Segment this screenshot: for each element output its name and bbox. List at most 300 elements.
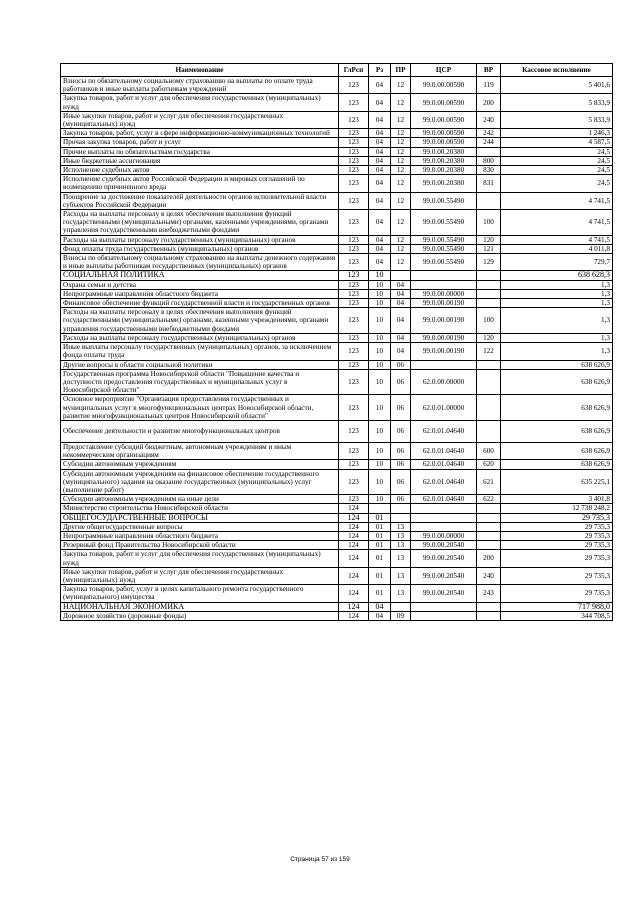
cell-name: Иные закупки товаров, работ и услуг для обеспечения государственных (муниципальных) нужд — [61, 567, 339, 584]
table-row — [61, 550, 613, 567]
cell-grs: 123 — [339, 333, 369, 342]
cell-grs: 124 — [339, 550, 369, 567]
cell-rz: 04 — [369, 129, 391, 138]
cell-pr: 13 — [391, 541, 411, 550]
cell-sum: 24,5 — [501, 147, 613, 156]
cell-sum: 1,3 — [501, 289, 613, 298]
cell-sum: 12 738 248,2 — [501, 504, 613, 513]
cell-grs: 123 — [339, 94, 369, 111]
cell-vr — [477, 602, 501, 611]
cell-name: Субсидии автономным учреждениям — [61, 460, 339, 469]
cell-name: Закупка товаров, работ и услуг для обеспечения государственных (муниципальных) нужд — [61, 550, 339, 567]
cell-sum: 29 735,3 — [501, 541, 613, 550]
cell-rz: 01 — [369, 531, 391, 540]
cell-rz: 10 — [369, 442, 391, 459]
cell-grs: 124 — [339, 611, 369, 620]
table-row — [61, 235, 613, 244]
cell-pr: 12 — [391, 147, 411, 156]
header-csr: ЦСР — [411, 64, 477, 77]
cell-csr — [411, 360, 477, 369]
table-row — [61, 166, 613, 175]
cell-vr: 121 — [477, 244, 501, 253]
cell-vr: 830 — [477, 166, 501, 175]
cell-csr: 99.0.00.55490 — [411, 210, 477, 236]
cell-rz: 04 — [369, 175, 391, 192]
cell-vr — [477, 513, 501, 522]
cell-sum: 24,5 — [501, 166, 613, 175]
cell-grs: 123 — [339, 308, 369, 334]
cell-csr: 99.0.00.20540 — [411, 541, 477, 550]
cell-sum: 5 401,6 — [501, 77, 613, 94]
cell-sum: 638 626,9 — [501, 420, 613, 442]
cell-name: Закупка товаров, работ, услуг в сфере информационно-коммуникационных технологий — [61, 129, 339, 138]
cell-sum: 4 741,5 — [501, 192, 613, 209]
cell-sum: 1 246,3 — [501, 129, 613, 138]
cell-sum: 717 988,0 — [501, 602, 613, 611]
table-row — [61, 175, 613, 192]
cell-vr: 621 — [477, 469, 501, 495]
cell-vr: 600 — [477, 442, 501, 459]
cell-csr: 99.0.00.55490 — [411, 254, 477, 271]
cell-vr — [477, 504, 501, 513]
cell-vr: 119 — [477, 77, 501, 94]
table-row — [61, 111, 613, 128]
cell-name: ОБЩЕГОСУДАРСТВЕННЫЕ ВОПРОСЫ — [61, 513, 339, 522]
table-row — [61, 585, 613, 602]
cell-csr: 62.0.00.00000 — [411, 369, 477, 395]
cell-name: Государственная программа Новосибирской области "Повышение качества и доступности предоставления государственных и муниципальных услуг в Новосибирской области" — [61, 369, 339, 395]
cell-vr — [477, 280, 501, 289]
cell-rz: 04 — [369, 156, 391, 165]
cell-rz: 04 — [369, 94, 391, 111]
cell-pr: 13 — [391, 531, 411, 540]
cell-grs: 123 — [339, 147, 369, 156]
table-row — [61, 369, 613, 395]
cell-csr — [411, 522, 477, 531]
cell-name: Иные закупки товаров, работ и услуг для обеспечения государственных (муниципальных) нужд — [61, 111, 339, 128]
cell-rz: 04 — [369, 138, 391, 147]
cell-csr: 99.0.00.20380 — [411, 147, 477, 156]
cell-csr: 62.0.01.04640 — [411, 495, 477, 504]
cell-sum: 635 225,1 — [501, 469, 613, 495]
cell-name: Взносы по обязательному социальному страхованию на выплаты по оплате труда работников и иные выплаты работникам учреждений — [61, 77, 339, 94]
cell-grs: 123 — [339, 192, 369, 209]
cell-vr: 242 — [477, 129, 501, 138]
cell-pr: 13 — [391, 585, 411, 602]
table-row — [61, 156, 613, 165]
cell-rz: 01 — [369, 541, 391, 550]
cell-vr: 129 — [477, 254, 501, 271]
cell-grs: 123 — [339, 299, 369, 308]
cell-grs: 124 — [339, 522, 369, 531]
cell-pr — [391, 513, 411, 522]
cell-grs: 123 — [339, 280, 369, 289]
cell-name: Предоставление субсидий бюджетным, автономным учреждениям и иным некоммерческим организациям — [61, 442, 339, 459]
cell-csr: 99.0.00.00190 — [411, 308, 477, 334]
cell-grs: 123 — [339, 166, 369, 175]
cell-pr: 09 — [391, 611, 411, 620]
table-row — [61, 129, 613, 138]
cell-csr: 99.0.00.00590 — [411, 129, 477, 138]
cell-vr — [477, 531, 501, 540]
cell-csr: 99.0.00.20540 — [411, 585, 477, 602]
cell-sum: 3 401,8 — [501, 495, 613, 504]
cell-rz: 04 — [369, 254, 391, 271]
table-row — [61, 333, 613, 342]
cell-rz: 10 — [369, 495, 391, 504]
cell-grs: 124 — [339, 513, 369, 522]
cell-rz: 10 — [369, 360, 391, 369]
cell-sum: 4 587,5 — [501, 138, 613, 147]
cell-csr — [411, 504, 477, 513]
cell-grs: 123 — [339, 395, 369, 421]
table-row — [61, 308, 613, 334]
cell-vr — [477, 420, 501, 442]
cell-sum: 1,3 — [501, 343, 613, 360]
cell-name: Иные выплаты персоналу государственных (муниципальных) органов, за исключением фонда оплаты труда — [61, 343, 339, 360]
cell-pr: 12 — [391, 138, 411, 147]
cell-rz: 04 — [369, 602, 391, 611]
cell-sum: 638 628,3 — [501, 271, 613, 280]
cell-name: Прочие выплаты по обязательствам государства — [61, 147, 339, 156]
cell-pr: 04 — [391, 308, 411, 334]
header-sum: Кассовое исполнение — [501, 64, 613, 77]
table-row — [61, 343, 613, 360]
cell-sum: 29 735,3 — [501, 585, 613, 602]
cell-rz: 04 — [369, 244, 391, 253]
cell-vr: 620 — [477, 460, 501, 469]
cell-rz: 10 — [369, 369, 391, 395]
cell-name: СОЦИАЛЬНАЯ ПОЛИТИКА — [61, 271, 339, 280]
cell-pr: 06 — [391, 495, 411, 504]
cell-csr: 99.0.00.00590 — [411, 94, 477, 111]
cell-pr — [391, 504, 411, 513]
table-row — [61, 280, 613, 289]
cell-rz: 10 — [369, 333, 391, 342]
table-row — [61, 541, 613, 550]
cell-pr: 12 — [391, 235, 411, 244]
table-row — [61, 192, 613, 209]
cell-pr: 12 — [391, 244, 411, 253]
cell-grs: 123 — [339, 235, 369, 244]
cell-vr: 120 — [477, 235, 501, 244]
cell-name: Расходы на выплаты персоналу государственных (муниципальных) органов — [61, 333, 339, 342]
table-row — [61, 442, 613, 459]
table-row — [61, 77, 613, 94]
cell-rz: 10 — [369, 299, 391, 308]
cell-name: Закупка товаров, работ, услуг в целях капитального ремонта государственного (муниципального) имущества — [61, 585, 339, 602]
cell-pr — [391, 271, 411, 280]
cell-pr: 12 — [391, 156, 411, 165]
cell-grs: 123 — [339, 360, 369, 369]
cell-vr — [477, 299, 501, 308]
cell-vr: 100 — [477, 210, 501, 236]
cell-csr: 99.0.00.00190 — [411, 299, 477, 308]
cell-pr: 12 — [391, 175, 411, 192]
cell-csr: 99.0.00.00590 — [411, 111, 477, 128]
header-rz: Рз — [369, 64, 391, 77]
cell-sum: 638 626,9 — [501, 360, 613, 369]
cell-grs: 123 — [339, 495, 369, 504]
cell-vr — [477, 611, 501, 620]
cell-sum: 5 833,9 — [501, 111, 613, 128]
cell-vr — [477, 522, 501, 531]
cell-pr: 06 — [391, 442, 411, 459]
cell-sum: 5 833,9 — [501, 94, 613, 111]
cell-vr: 240 — [477, 111, 501, 128]
cell-rz: 01 — [369, 550, 391, 567]
cell-sum: 344 708,5 — [501, 611, 613, 620]
cell-pr: 04 — [391, 289, 411, 298]
header-vr: ВР — [477, 64, 501, 77]
cell-sum: 638 626,9 — [501, 442, 613, 459]
table-row — [61, 531, 613, 540]
cell-pr: 12 — [391, 129, 411, 138]
table-header-row — [61, 64, 613, 77]
table-row — [61, 495, 613, 504]
cell-grs: 123 — [339, 77, 369, 94]
cell-name: Исполнение судебных актов Российской Федерации и мировых соглашений по возмещению причиненного вреда — [61, 175, 339, 192]
cell-grs: 123 — [339, 244, 369, 253]
cell-rz: 01 — [369, 585, 391, 602]
cell-vr — [477, 147, 501, 156]
cell-pr: 04 — [391, 343, 411, 360]
cell-name: Закупка товаров, работ и услуг для обеспечения государственных (муниципальных) нужд — [61, 94, 339, 111]
cell-vr: 800 — [477, 156, 501, 165]
cell-grs: 123 — [339, 343, 369, 360]
cell-grs: 123 — [339, 129, 369, 138]
cell-name: Расходы на выплаты персоналу в целях обеспечения выполнения функций государственными (муниципальными) органами, казенными учреждениями, органами управления государственными внебюджетными фондами — [61, 308, 339, 334]
cell-name: Взносы по обязательному социальному страхованию на выплаты денежного содержания и иные выплаты работникам государственных (муниципальных) органов — [61, 254, 339, 271]
cell-name: Субсидии автономным учреждениям на финансовое обеспечение государственного (муниципального) задания на оказание государственных (муниципальных) услуг (выполнение работ) — [61, 469, 339, 495]
cell-vr — [477, 271, 501, 280]
cell-grs: 124 — [339, 602, 369, 611]
cell-rz: 01 — [369, 567, 391, 584]
cell-name: Министерство строительства Новосибирской области — [61, 504, 339, 513]
cell-name: Обеспечение деятельности и развитие многофункциональных центров — [61, 420, 339, 442]
cell-grs: 123 — [339, 254, 369, 271]
table-row — [61, 611, 613, 620]
header-grs: ГлРсп — [339, 64, 369, 77]
cell-pr: 12 — [391, 254, 411, 271]
cell-grs: 123 — [339, 111, 369, 128]
table-row — [61, 138, 613, 147]
cell-sum: 24,5 — [501, 175, 613, 192]
cell-name: Резервный фонд Правительства Новосибирской области — [61, 541, 339, 550]
cell-vr — [477, 192, 501, 209]
cell-sum: 638 626,9 — [501, 395, 613, 421]
cell-vr — [477, 395, 501, 421]
budget-table — [60, 63, 613, 621]
cell-grs: 124 — [339, 585, 369, 602]
cell-name: Расходы на выплаты персоналу государственных (муниципальных) органов — [61, 235, 339, 244]
table-row — [61, 513, 613, 522]
cell-vr: 122 — [477, 343, 501, 360]
cell-vr: 100 — [477, 308, 501, 334]
cell-csr: 99.0.00.20380 — [411, 156, 477, 165]
cell-pr: 12 — [391, 94, 411, 111]
cell-pr: 12 — [391, 192, 411, 209]
cell-rz: 04 — [369, 611, 391, 620]
cell-csr: 99.0.00.00000 — [411, 289, 477, 298]
cell-rz: 10 — [369, 343, 391, 360]
cell-sum: 1,3 — [501, 280, 613, 289]
cell-grs: 123 — [339, 420, 369, 442]
cell-rz: 04 — [369, 147, 391, 156]
cell-name: Исполнение судебных актов — [61, 166, 339, 175]
cell-grs: 123 — [339, 442, 369, 459]
cell-pr — [391, 602, 411, 611]
table-row — [61, 289, 613, 298]
cell-sum: 1,3 — [501, 299, 613, 308]
cell-grs: 124 — [339, 541, 369, 550]
cell-pr: 04 — [391, 299, 411, 308]
cell-csr: 99.0.00.20540 — [411, 567, 477, 584]
cell-rz: 04 — [369, 235, 391, 244]
header-name: Наименование — [61, 64, 339, 77]
cell-csr: 62.0.01.04640 — [411, 420, 477, 442]
cell-sum: 1,3 — [501, 308, 613, 334]
cell-name: Основное мероприятие "Организация предоставления государственных и муниципальных услуг в многофункциональных центрах Новосибирской области, развитие многофункциональных центров Новосибирской области" — [61, 395, 339, 421]
cell-sum: 29 735,3 — [501, 550, 613, 567]
cell-vr — [477, 369, 501, 395]
cell-pr: 04 — [391, 280, 411, 289]
cell-rz: 10 — [369, 395, 391, 421]
table-row — [61, 94, 613, 111]
cell-grs: 124 — [339, 531, 369, 540]
cell-csr: 62.0.01.04640 — [411, 442, 477, 459]
cell-csr: 99.0.00.00190 — [411, 333, 477, 342]
cell-grs: 124 — [339, 504, 369, 513]
cell-csr — [411, 602, 477, 611]
cell-pr: 06 — [391, 360, 411, 369]
table-row — [61, 271, 613, 280]
cell-pr: 06 — [391, 395, 411, 421]
table-row — [61, 469, 613, 495]
table-row — [61, 504, 613, 513]
cell-grs: 123 — [339, 210, 369, 236]
header-pr: ПР — [391, 64, 411, 77]
cell-pr: 06 — [391, 369, 411, 395]
cell-csr: 99.0.00.00190 — [411, 343, 477, 360]
cell-csr: 99.0.00.00590 — [411, 77, 477, 94]
cell-pr: 12 — [391, 166, 411, 175]
cell-sum: 638 626,9 — [501, 460, 613, 469]
cell-rz: 04 — [369, 77, 391, 94]
table-row — [61, 420, 613, 442]
cell-vr: 200 — [477, 94, 501, 111]
cell-grs: 123 — [339, 289, 369, 298]
cell-vr — [477, 541, 501, 550]
cell-sum: 638 626,9 — [501, 369, 613, 395]
cell-csr: 99.0.00.20540 — [411, 550, 477, 567]
cell-rz: 01 — [369, 513, 391, 522]
cell-sum: 24,5 — [501, 156, 613, 165]
cell-csr — [411, 513, 477, 522]
cell-rz: 10 — [369, 289, 391, 298]
table-row — [61, 460, 613, 469]
cell-name: Непрограммные направления областного бюджета — [61, 531, 339, 540]
cell-vr — [477, 289, 501, 298]
cell-grs: 123 — [339, 469, 369, 495]
cell-name: Субсидии автономным учреждениям на иные цели — [61, 495, 339, 504]
cell-csr — [411, 271, 477, 280]
cell-pr: 13 — [391, 522, 411, 531]
cell-name: Финансовое обеспечение функций государственной власти и государственных органов — [61, 299, 339, 308]
cell-pr: 12 — [391, 210, 411, 236]
table-row — [61, 395, 613, 421]
cell-pr: 06 — [391, 420, 411, 442]
cell-csr: 99.0.00.55490 — [411, 192, 477, 209]
cell-csr: 99.0.00.20380 — [411, 175, 477, 192]
cell-pr: 06 — [391, 469, 411, 495]
cell-csr — [411, 280, 477, 289]
cell-vr: 120 — [477, 333, 501, 342]
cell-name: Непрограммные направления областного бюджета — [61, 289, 339, 298]
table-row — [61, 522, 613, 531]
cell-rz: 04 — [369, 111, 391, 128]
cell-name: Иные бюджетные ассигнования — [61, 156, 339, 165]
cell-grs: 123 — [339, 460, 369, 469]
cell-name: Расходы на выплаты персоналу в целях обеспечения выполнения функций государственными (муниципальными) органами, казенными учреждениями, органами управления государственными внебюджетными фондами — [61, 210, 339, 236]
table-row — [61, 360, 613, 369]
cell-rz: 04 — [369, 210, 391, 236]
cell-sum: 729,7 — [501, 254, 613, 271]
cell-csr: 62.0.01.04640 — [411, 469, 477, 495]
cell-grs: 123 — [339, 175, 369, 192]
cell-rz: 10 — [369, 469, 391, 495]
cell-pr: 13 — [391, 550, 411, 567]
table-row — [61, 602, 613, 611]
cell-rz: 10 — [369, 460, 391, 469]
cell-sum: 29 735,3 — [501, 522, 613, 531]
cell-rz — [369, 504, 391, 513]
cell-vr: 831 — [477, 175, 501, 192]
cell-sum: 4 741,5 — [501, 235, 613, 244]
cell-name: Другие общегосударственные вопросы — [61, 522, 339, 531]
cell-name: Охрана семьи и детства — [61, 280, 339, 289]
page-footer: Страница 57 из 159 — [290, 856, 350, 863]
cell-csr: 99.0.00.55490 — [411, 235, 477, 244]
cell-rz: 10 — [369, 280, 391, 289]
cell-name: Поощрение за достижение показателей деятельности органов исполнительной власти субъектов Российской Федерации — [61, 192, 339, 209]
cell-vr: 243 — [477, 585, 501, 602]
cell-name: НАЦИОНАЛЬНАЯ ЭКОНОМИКА — [61, 602, 339, 611]
cell-grs: 123 — [339, 271, 369, 280]
cell-rz: 04 — [369, 166, 391, 175]
cell-rz: 10 — [369, 420, 391, 442]
table-row — [61, 254, 613, 271]
cell-sum: 29 735,3 — [501, 567, 613, 584]
cell-name: Фонд оплаты труда государственных (муниципальных) органов — [61, 244, 339, 253]
cell-vr: 244 — [477, 138, 501, 147]
cell-rz: 10 — [369, 308, 391, 334]
cell-sum: 29 735,3 — [501, 531, 613, 540]
cell-csr: 99.0.00.00590 — [411, 138, 477, 147]
cell-csr: 99.0.00.00000 — [411, 531, 477, 540]
cell-csr — [411, 611, 477, 620]
cell-rz: 01 — [369, 522, 391, 531]
cell-pr: 12 — [391, 77, 411, 94]
cell-grs: 124 — [339, 567, 369, 584]
table-row — [61, 210, 613, 236]
cell-sum: 4 741,5 — [501, 210, 613, 236]
cell-vr: 240 — [477, 567, 501, 584]
cell-vr: 622 — [477, 495, 501, 504]
cell-pr: 04 — [391, 333, 411, 342]
cell-pr: 13 — [391, 567, 411, 584]
cell-sum: 4 011,8 — [501, 244, 613, 253]
